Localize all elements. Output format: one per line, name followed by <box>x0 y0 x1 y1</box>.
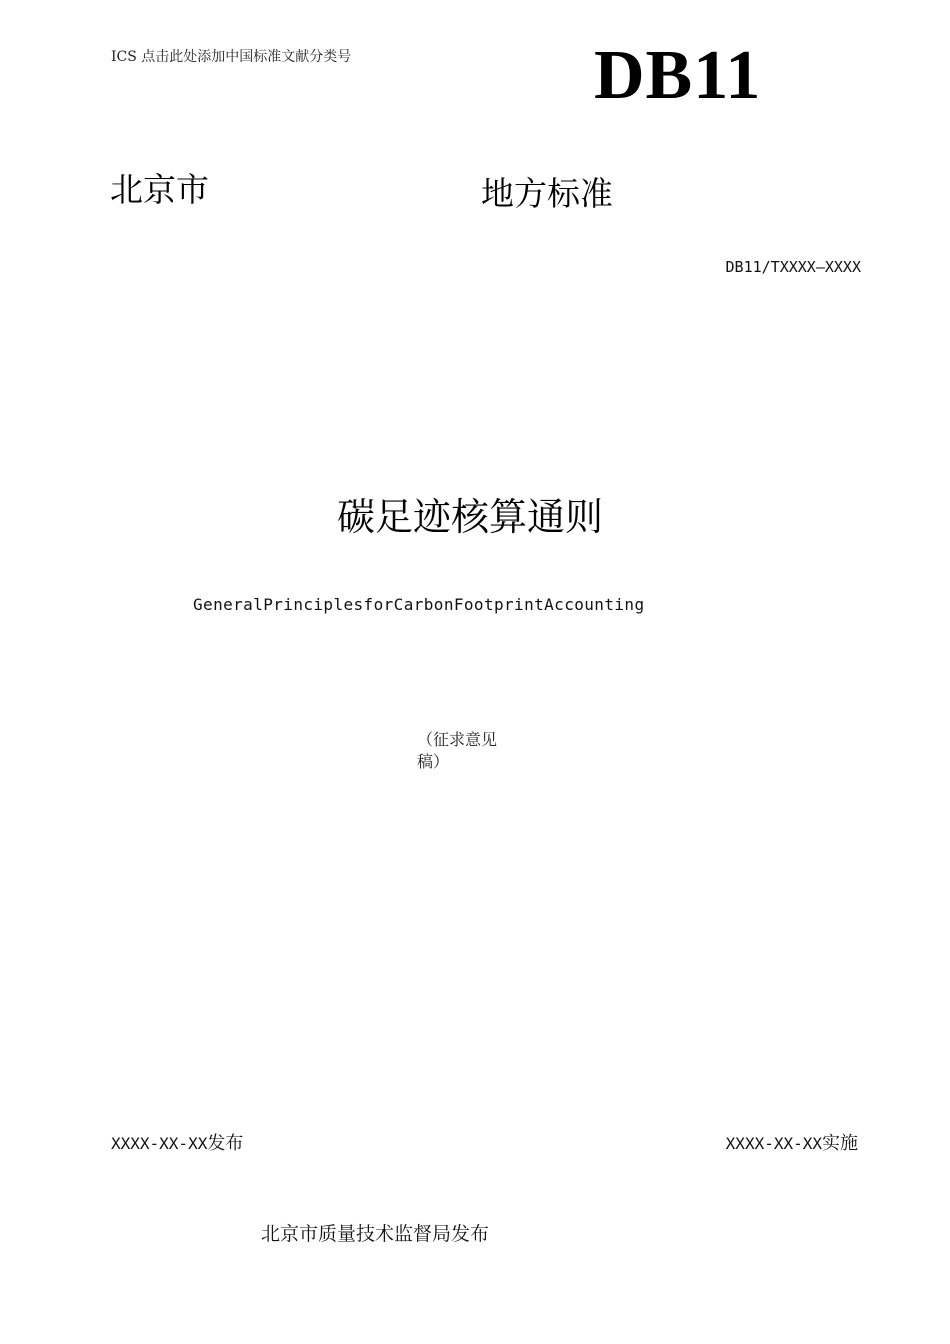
city-name: 北京市 <box>110 170 209 209</box>
ics-classification: ICS 点击此处添加中国标准文献分类号 <box>111 49 352 65</box>
draft-note: （征求意见稿） <box>417 730 498 771</box>
release-label: 发布 <box>207 1133 244 1154</box>
issuing-authority: 北京市质量技术监督局发布 <box>261 1223 490 1245</box>
release-date-line <box>111 1131 243 1157</box>
implement-date: XXXX-XX-XX <box>725 1134 822 1153</box>
document-title-en: GeneralPrinciplesforCarbonFootprintAccounting <box>193 595 645 614</box>
release-date: XXXX-XX-XX <box>111 1134 208 1153</box>
standard-type: 地方标准 <box>481 174 613 213</box>
document-title-zh: 碳足迹核算通则 <box>336 495 603 539</box>
db11-logo: DB11 <box>594 37 762 114</box>
implement-date-line <box>726 1131 858 1157</box>
standard-number: DB11/TXXXX—XXXX <box>725 258 861 276</box>
implement-label: 实施 <box>822 1133 858 1154</box>
